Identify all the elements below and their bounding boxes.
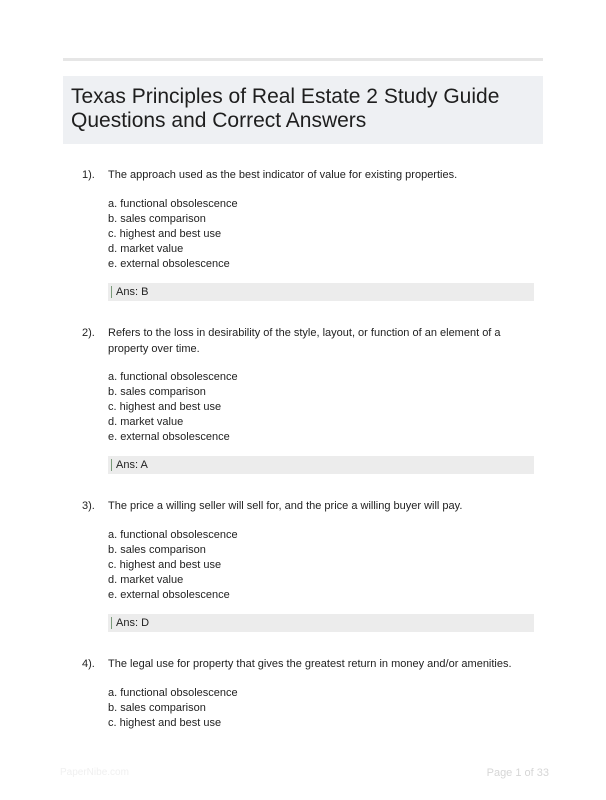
question-number: 3).: [82, 500, 95, 512]
option-b: b. sales comparison: [108, 386, 206, 398]
answer-accent-line: [111, 286, 112, 298]
footer-site-name: PaperNibe.com: [60, 767, 129, 778]
option-e: e. external obsolescence: [108, 431, 230, 443]
question-text: The price a willing seller will sell for, and the price a willing buyer will pay.: [108, 500, 463, 512]
option-b: b. sales comparison: [108, 213, 206, 225]
option-d: d. market value: [108, 243, 184, 255]
option-a: a. functional obsolescence: [108, 198, 238, 210]
option-d: d. market value: [108, 416, 184, 428]
answer-box: [108, 456, 534, 474]
option-list: [108, 370, 238, 445]
option-c: c. highest and best use: [108, 401, 222, 413]
option-e: e. external obsolescence: [108, 258, 230, 270]
answer-text: Ans: A: [116, 459, 148, 471]
option-c: c. highest and best use: [108, 717, 222, 729]
top-divider: [63, 58, 543, 61]
answer-accent-line: [111, 617, 112, 629]
option-c: c. highest and best use: [108, 228, 222, 240]
option-list: [108, 528, 238, 603]
question-number: 4).: [82, 658, 95, 670]
option-list: [108, 197, 238, 272]
title-banner: [63, 76, 543, 144]
option-c: c. highest and best use: [108, 559, 222, 571]
option-a: a. functional obsolescence: [108, 371, 238, 383]
option-b: b. sales comparison: [108, 544, 206, 556]
option-list: [108, 686, 238, 731]
answer-text: Ans: D: [116, 617, 150, 629]
question-text: The legal use for property that gives the greatest return in money and/or amenities.: [108, 658, 512, 670]
question-number: 2).: [82, 327, 95, 339]
option-a: a. functional obsolescence: [108, 529, 238, 541]
question-text: Refers to the loss in desirability of the style, layout, or function of an element of a property over time.: [108, 327, 501, 355]
question-number: 1).: [82, 169, 95, 181]
question-text: The approach used as the best indicator of value for existing properties.: [108, 169, 458, 181]
page-title-line-2: Questions and Correct Answers: [71, 109, 367, 132]
option-d: d. market value: [108, 574, 184, 586]
answer-box: [108, 614, 534, 632]
option-e: e. external obsolescence: [108, 589, 230, 601]
answer-accent-line: [111, 459, 112, 471]
page-counter: Page 1 of 33: [486, 767, 549, 779]
option-b: b. sales comparison: [108, 702, 206, 714]
page-title-line-1: Texas Principles of Real Estate 2 Study Guide: [71, 85, 500, 108]
option-a: a. functional obsolescence: [108, 687, 238, 699]
answer-box: [108, 283, 534, 301]
answer-text: Ans: B: [116, 286, 149, 298]
